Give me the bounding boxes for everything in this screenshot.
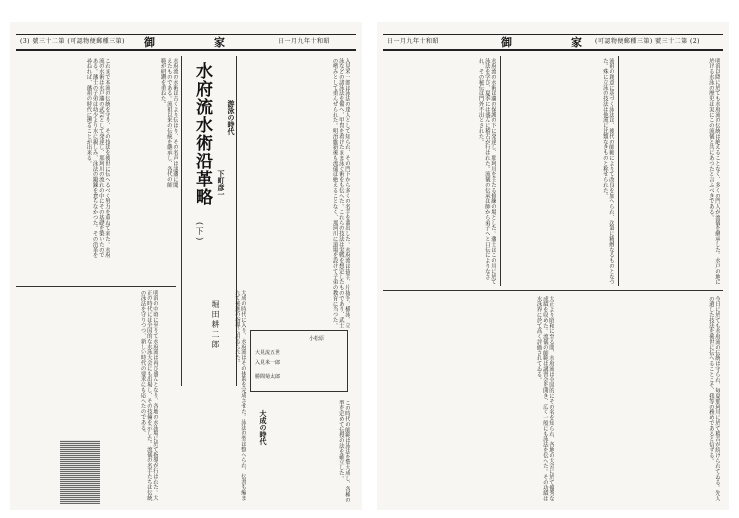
left-lower-divider: [16, 286, 176, 287]
right-page-horizontal-divider: [383, 290, 723, 291]
right-column-divider-2: [618, 56, 619, 286]
lineage-row-3: 勝間菊太郎: [255, 374, 281, 380]
lineage-row-2b: 入見米一郎: [255, 360, 281, 366]
article-author: 堀田耕二郎: [211, 300, 220, 350]
left-body-text-block-5: 大成の時代に入り、水府流はその体系を完成させた。泳法の型は整へられ、伝書も編まれて後進の指導に用ゐられた。: [233, 290, 246, 501]
right-body-text-block-5: 今日に於ても水府流の伝統は守られ、毎夏那珂川に於て稽古が続けられてゐる。先人の遺した技法を後世に伝へることこそ、我等の務めであると信ずる。: [707, 296, 720, 502]
photo-halftone: [60, 440, 100, 504]
section-heading-2: 大成の時代: [259, 410, 268, 445]
left-body-text-block-1: これまで本流の伝統を守り、その技法を後世に伝へるべく努力を重ねて来た。水府流の水術は水戸藩の武芸として発達し、那珂川の流れの中にその基礎を築いたのである。藩士の子弟は幼少より水に親しみ、泳法の鍛錬を怠らなかつた。その沿革を尋ねれば、藩祖の時代に遡ることが出来る。: [85, 58, 110, 258]
right-body-text-block-3: 明治以降に於ても水府流の伝統は絶えることなく、多くの門人が流儀を継承した。水戸の地に於ける水泳の歴史は実にこの流儀と共にあつたと言ふべきである。: [707, 58, 720, 285]
right-body-text-block-2: 流祖の創意に基づく泳法は、後代の師範によりて改良を加へられ、次第に精緻なるものとなつた。殊に立泳の技法は他流に比類なきものと称せられた。: [601, 58, 614, 285]
left-body-text-block-2: 水府流の水術は古くより伝はり、その名声は諸藩に聞えたものである。流祖以来の伝統を継承し、各代の師範が研鑽を重ねた。: [159, 58, 178, 188]
lineage-row-1: 小松原: [309, 336, 325, 342]
article-part: (下): [195, 222, 204, 243]
lineage-row-2a: 大見流五世: [255, 350, 281, 356]
right-header-title-a: 御: [501, 36, 512, 49]
right-header-title-b: 家: [571, 36, 582, 49]
section-1-author: 下町彦一: [217, 170, 226, 198]
left-body-text-block-3: 入見米一郎は泳法の達人として知られ、その門下から多くの名手を輩出した。水府流は抜手、片抜手、横泳、立泳などの諸泳法を備へ、甲冑を着けたまま泳ぐ術をも伝へた。これらの技法は実戦を想定したものであり、武士の嗜みとして重んぜられた。明治維新後も流儀は絶えることなく、那珂川に道場を設けて子弟の教育に当つた。: [331, 58, 350, 328]
section-heading-1: 游泳の時代: [227, 100, 236, 135]
right-page-header: [383, 34, 723, 51]
right-header-date: 日一月九年十和昭: [387, 38, 440, 45]
left-body-text-block-4: 明治の中頃に至りて水府流は再び盛んとなり、各地の水泳場に於て指導が行はれた。大正の時代には全国的な水泳大会にも出場し、その技倆を示した。流儀の名手たちは伝統の泳法を守りつつ、新しい時代の要求にも応へたのである。: [139, 290, 158, 501]
left-header-title-a: 御: [144, 36, 155, 49]
left-page-header: [16, 34, 356, 51]
right-header-issue: (可認物便郵種三第) 號三十二第 (2): [595, 38, 700, 45]
article-title: 水府流水術沿革略: [192, 62, 212, 206]
left-body-text-block-6: この時代の師範は泳法を集大成し、各種の型を定めて伝授の法を確立した。: [337, 400, 350, 503]
right-body-text-block-1: 水府流の水術は藩の保護の下に発達し、那珂川を主たる修練の場とした。藩士はこの川に於て泳法を学び、夏季には盛んに稽古が行はれた。流儀の伝承は師から弟子へと口伝によりなされ、その秘伝は門外不出とされた。: [477, 58, 496, 285]
right-body-text-block-4: 大正より昭和に至る間、水府流は全国的にその名を知られ、各地の大会に於て優秀な成績を収めた。流儀の師範は講習会を開き、広く一般にも泳法を伝へた。その功績は水泳界に於て高く評価されてゐる。: [535, 296, 554, 502]
left-header-issue: (3) 號三十二第 (可認物便郵種三第): [20, 38, 125, 45]
lineage-diagram: [250, 330, 348, 392]
left-header-date: 日一月九年十和昭: [278, 38, 331, 45]
right-column-divider-1: [500, 56, 501, 286]
left-header-title-b: 家: [214, 36, 225, 49]
